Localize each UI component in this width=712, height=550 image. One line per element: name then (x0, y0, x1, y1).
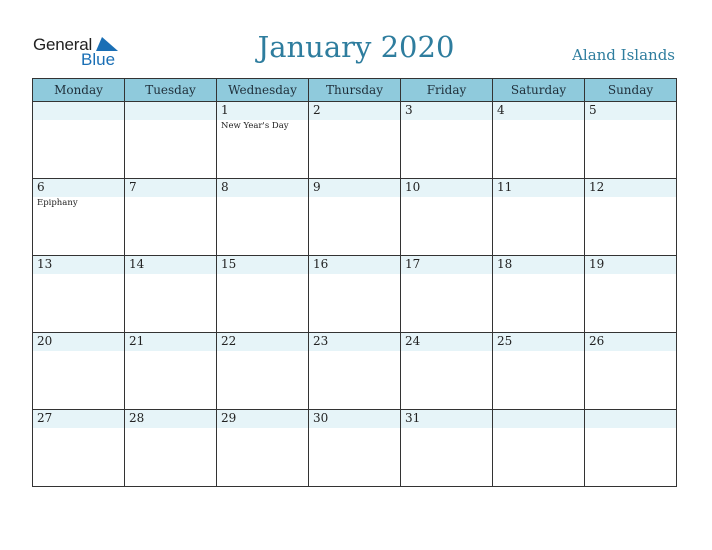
day-number: 10 (405, 180, 421, 194)
day-cell (125, 410, 217, 487)
day-cell (401, 256, 493, 333)
day-cell-band (33, 102, 124, 120)
day-number: 28 (129, 411, 145, 425)
day-cell (33, 410, 125, 487)
day-cell-band (493, 102, 584, 120)
day-cell-band (125, 179, 216, 197)
day-cell (125, 102, 217, 179)
day-cell (309, 179, 401, 256)
day-cell (493, 333, 585, 410)
day-number: 6 (37, 180, 45, 194)
day-number: 2 (313, 103, 321, 117)
week-row (33, 102, 677, 179)
day-cell (309, 333, 401, 410)
day-number: 23 (313, 334, 329, 348)
day-number: 13 (37, 257, 53, 271)
day-number: 20 (37, 334, 53, 348)
day-number: 12 (589, 180, 605, 194)
day-cell (217, 179, 309, 256)
day-cell (401, 333, 493, 410)
day-number: 3 (405, 103, 413, 117)
logo-word-blue: Blue (81, 50, 116, 69)
day-cell (585, 102, 677, 179)
day-cell (585, 179, 677, 256)
day-number: 24 (405, 334, 421, 348)
day-number: 19 (589, 257, 605, 271)
day-number: 1 (221, 103, 229, 117)
day-number: 21 (129, 334, 145, 348)
day-number: 5 (589, 103, 597, 117)
week-row (33, 333, 677, 410)
week-row (33, 256, 677, 333)
day-number: 22 (221, 334, 237, 348)
weekday-header-row (33, 79, 677, 102)
day-cell-band (401, 102, 492, 120)
day-cell-band (585, 410, 676, 428)
day-cell (33, 179, 125, 256)
page-title: January 2020 (257, 30, 455, 64)
day-cell (217, 333, 309, 410)
country-label: Aland Islands (572, 46, 675, 64)
day-number: 31 (405, 411, 421, 425)
day-cell (33, 102, 125, 179)
weekday-header: Wednesday (217, 79, 309, 102)
day-cell-band (493, 410, 584, 428)
week-row (33, 179, 677, 256)
day-number: 11 (497, 180, 513, 194)
day-cell (401, 102, 493, 179)
day-cell-band (309, 179, 400, 197)
day-cell (493, 102, 585, 179)
day-number: 4 (497, 103, 505, 117)
weekday-header: Thursday (309, 79, 401, 102)
day-cell-band (309, 102, 400, 120)
day-cell (401, 179, 493, 256)
day-cell (217, 102, 309, 179)
logo-word-general: General (33, 35, 93, 54)
day-cell (401, 410, 493, 487)
day-number: 9 (313, 180, 321, 194)
day-cell-band (217, 102, 308, 120)
day-number: 17 (405, 257, 421, 271)
holiday-label: New Year's Day (221, 121, 289, 131)
day-cell (217, 256, 309, 333)
day-cell-band (585, 102, 676, 120)
day-cell (585, 410, 677, 487)
week-row (33, 410, 677, 487)
day-number: 30 (313, 411, 329, 425)
day-number: 18 (497, 257, 513, 271)
day-cell (33, 256, 125, 333)
day-cell (585, 256, 677, 333)
day-number: 7 (129, 180, 137, 194)
day-number: 25 (497, 334, 513, 348)
day-cell (493, 256, 585, 333)
day-number: 26 (589, 334, 605, 348)
day-number: 16 (313, 257, 329, 271)
day-cell (125, 179, 217, 256)
day-cell (33, 333, 125, 410)
day-number: 29 (221, 411, 237, 425)
day-number: 8 (221, 180, 229, 194)
day-number: 15 (221, 257, 237, 271)
weekday-header: Monday (33, 79, 125, 102)
day-cell (217, 410, 309, 487)
day-cell-band (33, 179, 124, 197)
day-number: 14 (129, 257, 145, 271)
weekday-header: Friday (401, 79, 493, 102)
holiday-label: Epiphany (37, 198, 78, 208)
day-cell (493, 179, 585, 256)
calendar-grid (32, 78, 677, 487)
day-cell (125, 333, 217, 410)
weekday-header: Saturday (493, 79, 585, 102)
day-cell (309, 410, 401, 487)
day-cell (125, 256, 217, 333)
day-cell (309, 256, 401, 333)
weekday-header: Sunday (585, 79, 677, 102)
day-cell-band (125, 102, 216, 120)
day-number: 27 (37, 411, 53, 425)
day-cell (309, 102, 401, 179)
day-cell (585, 333, 677, 410)
day-cell-band (217, 179, 308, 197)
weekday-header: Tuesday (125, 79, 217, 102)
day-cell (493, 410, 585, 487)
